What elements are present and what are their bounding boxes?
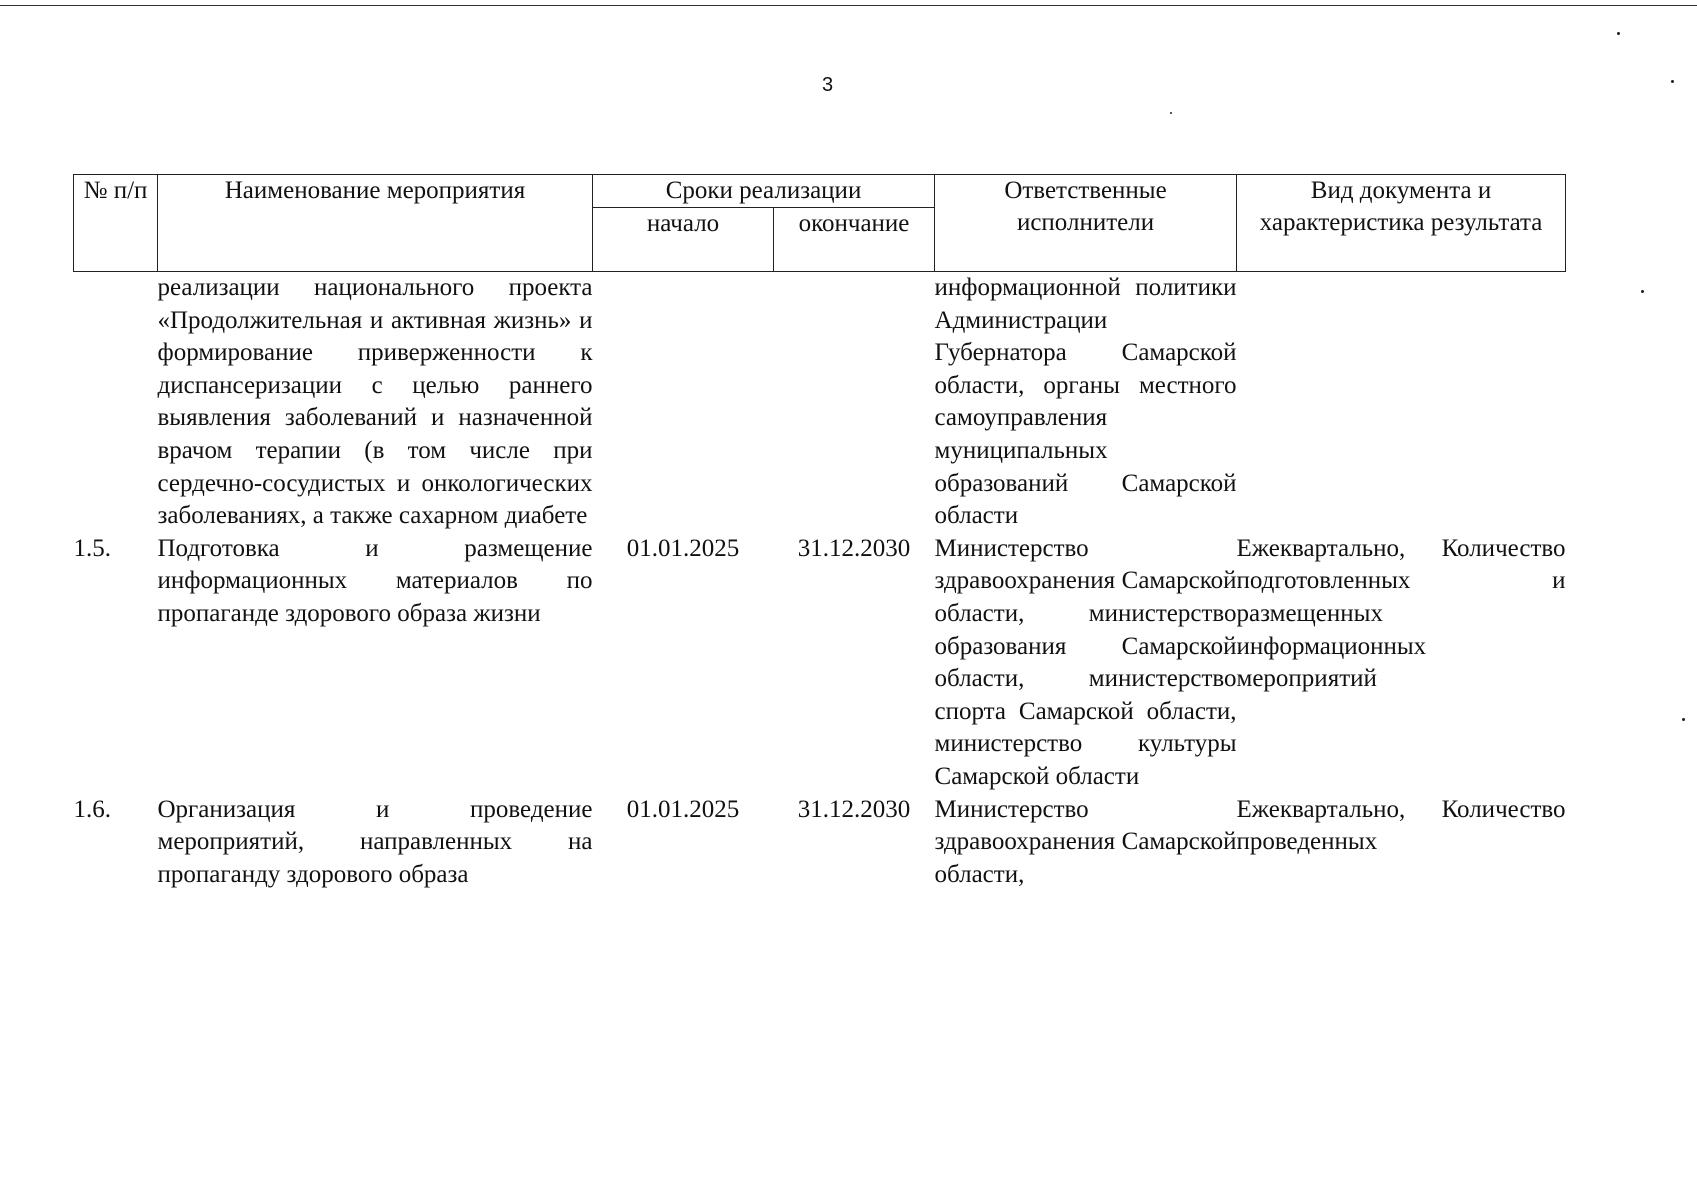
row-start: 01.01.2025: [626, 795, 740, 823]
row-num: [74, 272, 158, 533]
row-end: [774, 272, 935, 533]
scan-speck: [1641, 290, 1644, 293]
row-name: реализации национального проекта «Продолжительная и активная жизнь» и формирование приверженности к диспансеризации с целью раннего выявления заболеваний и назначенной врачом терапии (в том числе при сердечно-сосудистых и онкологических заболеваниях, а также сахарном диабете: [157, 274, 593, 530]
row-doc: Ежеквартально, Количество проведенных: [1236, 795, 1566, 856]
header-responsible: Ответственные исполнители: [935, 175, 1237, 272]
header-name: Наименование мероприятия: [158, 175, 593, 272]
header-start: начало: [593, 208, 774, 272]
row-start: 01.01.2025: [626, 534, 740, 562]
scan-speck: [1682, 718, 1685, 721]
scan-speck: [1671, 80, 1674, 83]
row-responsible: Министерство здравоохранения Самарской области, министерство образования Самарской области, министерство спорта Самарской области, министерство культуры Самарской области: [934, 534, 1237, 790]
header-doc: Вид документа и характеристика результата: [1237, 175, 1566, 272]
row-start: [593, 272, 774, 533]
table-row: [74, 272, 1566, 533]
table-row: [74, 794, 1566, 892]
page-number: 3: [822, 74, 834, 96]
header-num: № п/п: [74, 175, 158, 272]
header-terms: Сроки реализации: [593, 175, 935, 208]
top-rule: [0, 5, 1697, 6]
activities-table: [73, 174, 1566, 891]
header-end: окончание: [774, 208, 935, 272]
row-responsible: информационной политики Администрации Губернатора Самарской области, органы местного самоуправления муниципальных образований Самарской области: [934, 274, 1237, 530]
scan-speck: [1617, 32, 1620, 35]
row-num: 1.6.: [73, 795, 111, 823]
scan-speck: [1170, 112, 1172, 114]
row-end: 31.12.2030: [797, 534, 911, 562]
row-doc: [1237, 272, 1566, 533]
row-name: Организация и проведение мероприятий, направленных на пропаганду здорового образа: [157, 795, 593, 888]
row-num: 1.5.: [73, 534, 111, 562]
row-doc: Ежеквартально, Количество подготовленных и размещенных информационных мероприятий: [1236, 534, 1566, 693]
row-name: Подготовка и размещение информационных материалов по пропаганде здорового образа жизни: [157, 534, 593, 627]
table-row: [74, 533, 1566, 794]
row-end: 31.12.2030: [797, 795, 911, 823]
row-responsible: Министерство здравоохранения Самарской области,: [934, 795, 1237, 888]
